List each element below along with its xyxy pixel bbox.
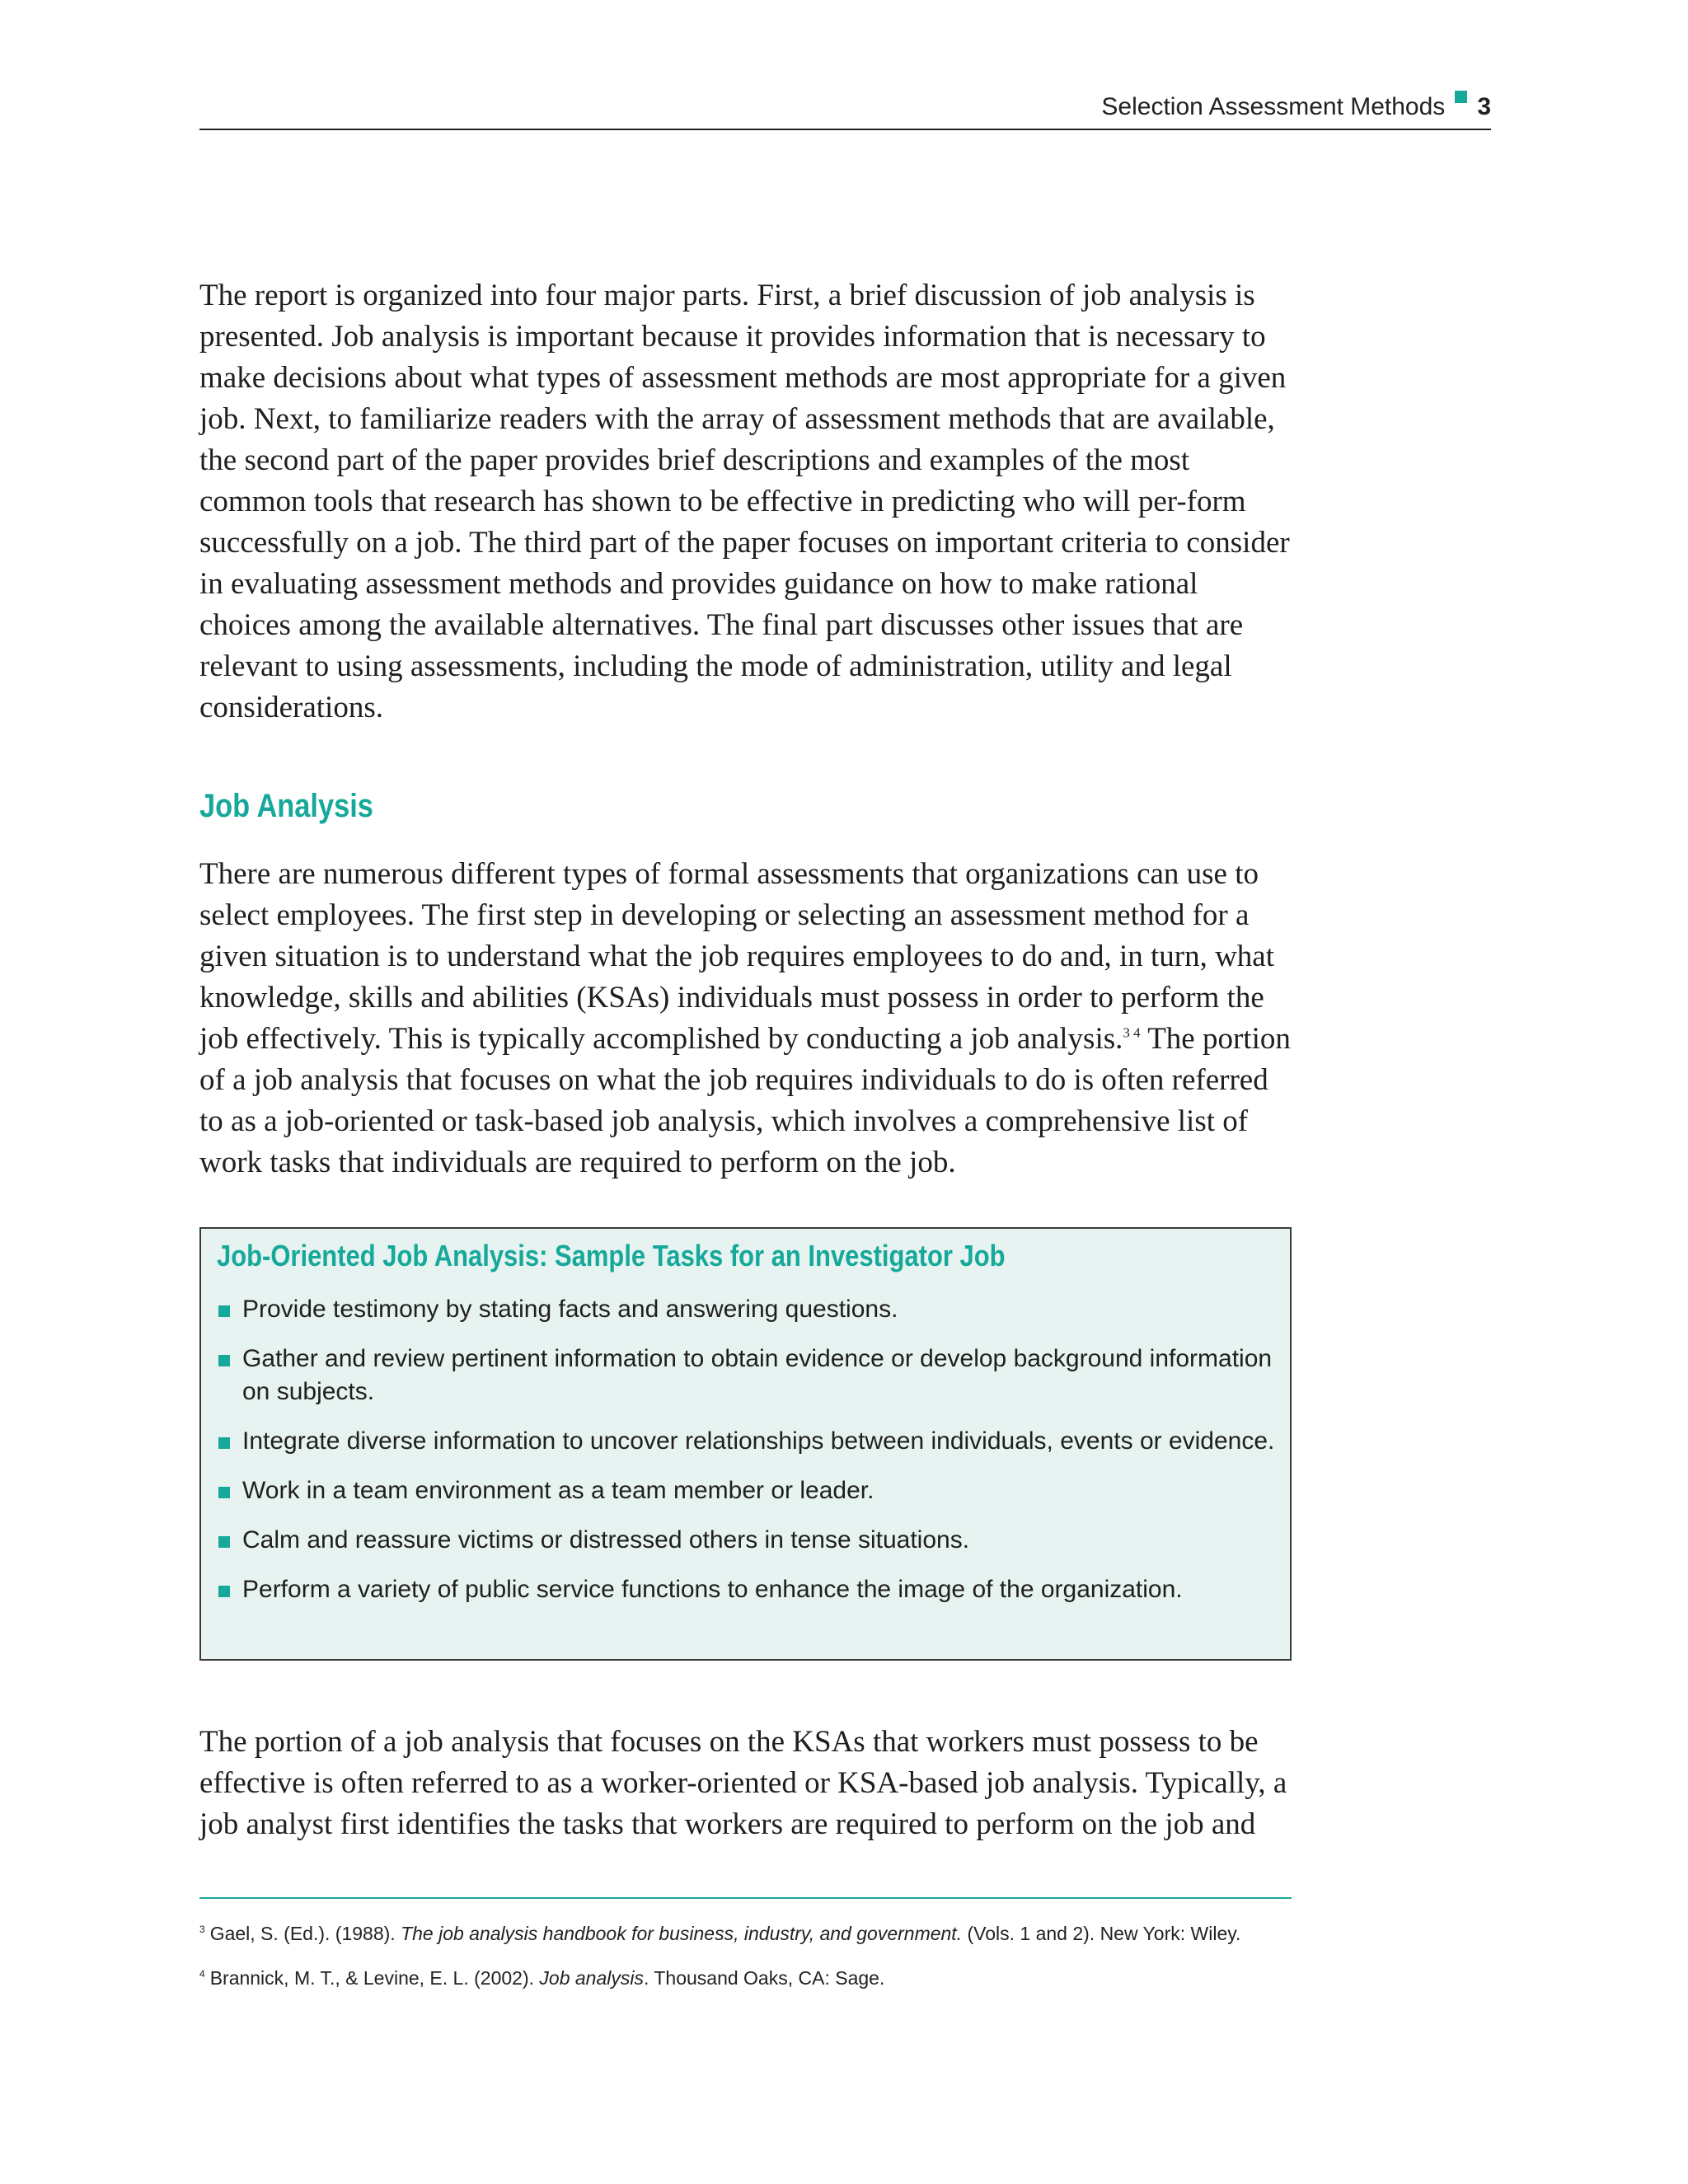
task-list-item bbox=[217, 1293, 1276, 1326]
footnote-number: 3 bbox=[199, 1924, 205, 1936]
job-analysis-text-after-refs: The portion of a job analysis that focuses on what the job requires individuals to do is often referred to as a job-oriented or task-based job analysis, which involves a comprehensive list of work tasks that individuals are required to perform on the job. bbox=[199, 1022, 1291, 1179]
sample-tasks-box-title: Job-Oriented Job Analysis: Sample Tasks for an Investigator Job bbox=[217, 1239, 1006, 1272]
footnote-number: 4 bbox=[199, 1968, 205, 1980]
square-bullet-icon bbox=[218, 1536, 230, 1548]
square-bullet-icon bbox=[218, 1305, 230, 1317]
footnote-divider bbox=[199, 1897, 1292, 1899]
sample-tasks-list bbox=[217, 1293, 1276, 1623]
footnote-text: Brannick, M. T., & Levine, E. L. (2002). bbox=[209, 1967, 540, 1989]
task-list-item bbox=[217, 1425, 1276, 1458]
footnote-book-title: Job analysis bbox=[539, 1967, 644, 1989]
footnote-reference-marks: 3 4 bbox=[1123, 1024, 1141, 1041]
task-text: Integrate diverse information to uncover relationships between individuals, events or evidence. bbox=[242, 1427, 1275, 1455]
task-list-item bbox=[217, 1474, 1276, 1507]
footnote-4 bbox=[199, 1966, 1296, 1990]
page-number: 3 bbox=[1477, 93, 1491, 120]
square-bullet-icon bbox=[218, 1437, 230, 1449]
footnote-text: . Thousand Oaks, CA: Sage. bbox=[643, 1967, 885, 1989]
task-text: Gather and review pertinent information to obtain evidence or develop background information on subjects. bbox=[242, 1345, 1273, 1405]
square-bullet-icon bbox=[218, 1355, 230, 1366]
task-list-item bbox=[217, 1343, 1276, 1408]
square-bullet-icon bbox=[218, 1487, 230, 1498]
footnote-text: Gael, S. (Ed.). (1988). bbox=[209, 1923, 401, 1944]
footnote-3 bbox=[199, 1921, 1296, 1946]
header-title: Selection Assessment Methods bbox=[1101, 93, 1446, 120]
job-analysis-paragraph bbox=[199, 854, 1296, 1183]
task-list-item bbox=[217, 1524, 1276, 1557]
task-text: Perform a variety of public service functions to enhance the image of the organization. bbox=[242, 1576, 1183, 1603]
footnote-book-title: The job analysis handbook for business, industry, and government. bbox=[401, 1923, 963, 1944]
intro-paragraph: The report is organized into four major parts. First, a brief discussion of job analysis is presented. Job analysis is important because it provides information that is necessary to make decisions about what types of assessment methods are most appropriate for a given job. Next, to familiarize readers with the array of assessment methods that are available, the second part of the paper provides brief descriptions and examples of the most common tools that research has shown to be effective in predicting who will per-form successfully on a job. The third part of the paper focuses on important criteria to consider in evaluating assessment methods and provides guidance on how to make rational choices among the available alternatives. The final part discusses other issues that are relevant to using assessments, including the mode of administration, utility and legal considerations. bbox=[199, 279, 1290, 724]
footnote-text: (Vols. 1 and 2). New York: Wiley. bbox=[962, 1923, 1241, 1944]
header-separator-square-icon bbox=[1455, 91, 1467, 103]
job-analysis-text-before-refs: There are numerous different types of formal assessments that organizations can use to select employees. The first step in developing or selecting an assessment method for a given situation is to understand what the job requires employees to do and, in turn, what knowledge, skills and abilities (KSAs) individuals must possess in order to perform the job effectively. This is typically accomplished by conducting a job analysis. bbox=[199, 857, 1274, 1056]
running-header bbox=[199, 92, 1491, 130]
task-text: Work in a team environment as a team member or leader. bbox=[242, 1477, 874, 1504]
task-list-item bbox=[217, 1573, 1276, 1606]
task-text: Provide testimony by stating facts and answering questions. bbox=[242, 1296, 898, 1323]
sample-tasks-box bbox=[199, 1227, 1292, 1661]
worker-oriented-paragraph: The portion of a job analysis that focuses on the KSAs that workers must possess to be effective is often referred to as a worker-oriented or KSA-based job analysis. Typically, a job analyst first identifies the tasks that workers are required to perform on the job and bbox=[199, 1725, 1287, 1841]
task-text: Calm and reassure victims or distressed others in tense situations. bbox=[242, 1526, 970, 1554]
square-bullet-icon bbox=[218, 1586, 230, 1597]
section-heading-job-analysis: Job Analysis bbox=[199, 788, 373, 824]
